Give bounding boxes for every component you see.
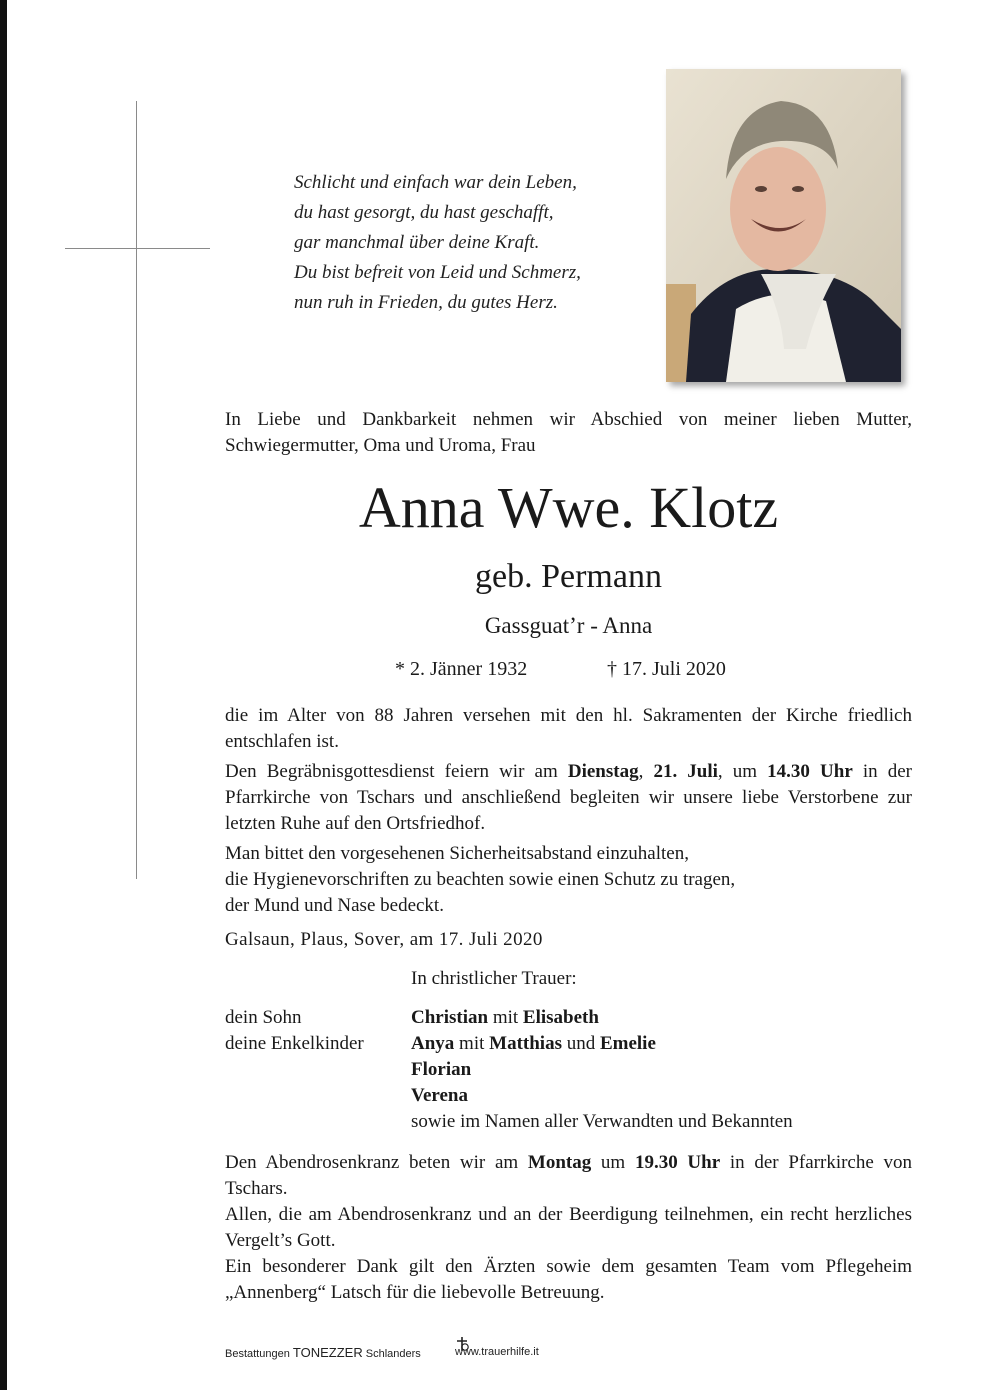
left-edge-bar bbox=[0, 0, 7, 1390]
poem-line: du hast gesorgt, du hast geschafft, bbox=[294, 202, 554, 223]
safety-line: die Hygienevorschriften zu beachten sowie einen Schutz zu tragen, bbox=[225, 869, 736, 890]
relation-label: dein Sohn bbox=[225, 1007, 302, 1028]
poem-line: Du bist befreit von Leid und Schmerz, bbox=[294, 262, 581, 283]
funeral-text: , um bbox=[717, 761, 768, 782]
portrait-photo bbox=[666, 69, 901, 382]
website-text[interactable]: www.trauerhilfe.it bbox=[455, 1346, 539, 1358]
rosary-time: 19.30 Uhr bbox=[634, 1152, 721, 1173]
safety-paragraph bbox=[225, 841, 912, 919]
death-date: † 17. Juli 2020 bbox=[607, 658, 726, 680]
funeral-text: Den Begräbnisgottesdienst feiern wir am bbox=[225, 761, 568, 782]
funeral-day: Dienstag bbox=[567, 761, 639, 782]
birth-date: * 2. Jänner 1932 bbox=[395, 658, 528, 680]
family-line bbox=[411, 1005, 793, 1031]
poem-line: Schlicht und einfach war dein Leben, bbox=[294, 172, 577, 193]
footer-company: TONEZZER bbox=[292, 1345, 363, 1360]
family-line bbox=[411, 1031, 793, 1057]
footer-suffix: Schlanders bbox=[362, 1348, 421, 1360]
connector: mit bbox=[488, 1007, 523, 1028]
footer-prefix: Bestattungen bbox=[225, 1348, 293, 1360]
grandchild-name: Anya bbox=[411, 1033, 455, 1054]
funeral-paragraph bbox=[225, 759, 912, 837]
funeral-date: 21. Juli bbox=[653, 761, 718, 782]
care-thanks-paragraph: Ein besonderer Dank gilt den Ärzten sowie dem gesamten Team vom Pflegeheim „Annenberg“ Latsch für die liebevolle Betreuung. bbox=[225, 1256, 912, 1303]
connector: und bbox=[561, 1033, 600, 1054]
connector: mit bbox=[454, 1033, 490, 1054]
grandchild-name: Verena bbox=[411, 1085, 468, 1106]
rosary-paragraph bbox=[225, 1150, 912, 1202]
rosary-day: Montag bbox=[527, 1152, 592, 1173]
funeral-home-credit bbox=[225, 1345, 421, 1360]
poem bbox=[294, 168, 581, 318]
family-names bbox=[411, 1005, 793, 1135]
funeral-text: in der Pfarrkirche von Tschars und anschließend begleiten wir unsere liebe Verstorbene zur letzten Ruhe auf den Ortsfriedhof. bbox=[225, 761, 912, 834]
cross-horizontal-line bbox=[65, 248, 210, 249]
safety-line: Man bittet den vorgesehenen Sicherheitsabstand einzuhalten, bbox=[225, 843, 689, 864]
poem-line: nun ruh in Frieden, du gutes Herz. bbox=[294, 292, 558, 313]
son-partner-name: Elisabeth bbox=[522, 1007, 599, 1028]
maiden-name: geb. Permann bbox=[475, 558, 662, 595]
great-grandchild-name: Emelie bbox=[599, 1033, 656, 1054]
son-name: Christian bbox=[411, 1007, 489, 1028]
deceased-name: Anna Wwe. Klotz bbox=[358, 475, 779, 540]
family-others: sowie im Namen aller Verwandten und Bekannten bbox=[411, 1111, 793, 1132]
nickname: Gassguat’r - Anna bbox=[484, 613, 653, 638]
thanks-paragraph: Allen, die am Abendrosenkranz und an der Beerdigung teilnehmen, ein recht herzliches Vergelt’s Gott. bbox=[225, 1204, 912, 1251]
family-line bbox=[411, 1083, 793, 1109]
rosary-text: um bbox=[591, 1152, 635, 1173]
relation-label: deine Enkelkinder bbox=[225, 1033, 364, 1054]
rosary-text: in der Pfarrkirche von Tschars. bbox=[225, 1152, 913, 1199]
funeral-text: , bbox=[638, 761, 654, 782]
place-date: Galsaun, Plaus, Sover, am 17. Juli 2020 bbox=[225, 929, 543, 950]
family-line bbox=[411, 1057, 793, 1083]
mourning-heading: In christlicher Trauer: bbox=[411, 968, 577, 989]
rosary-text: Den Abendrosenkranz beten wir am bbox=[225, 1152, 528, 1173]
life-dates bbox=[395, 655, 726, 683]
safety-line: der Mund und Nase bedeckt. bbox=[225, 895, 444, 916]
relations-column bbox=[225, 1005, 364, 1057]
intro-text: In Liebe und Dankbarkeit nehmen wir Abschied von meiner lieben Mutter, Schwiegermutter, Oma und Uroma, Frau bbox=[225, 409, 912, 456]
funeral-time: 14.30 Uhr bbox=[767, 761, 853, 782]
grandchild-partner-name: Matthias bbox=[489, 1033, 562, 1054]
poem-line: gar manchmal über deine Kraft. bbox=[294, 232, 540, 253]
passing-paragraph: die im Alter von 88 Jahren versehen mit den hl. Sakramenten der Kirche friedlich entschlafen ist. bbox=[225, 705, 912, 752]
cross-vertical-line bbox=[136, 101, 137, 879]
grandchild-name: Florian bbox=[411, 1059, 472, 1080]
